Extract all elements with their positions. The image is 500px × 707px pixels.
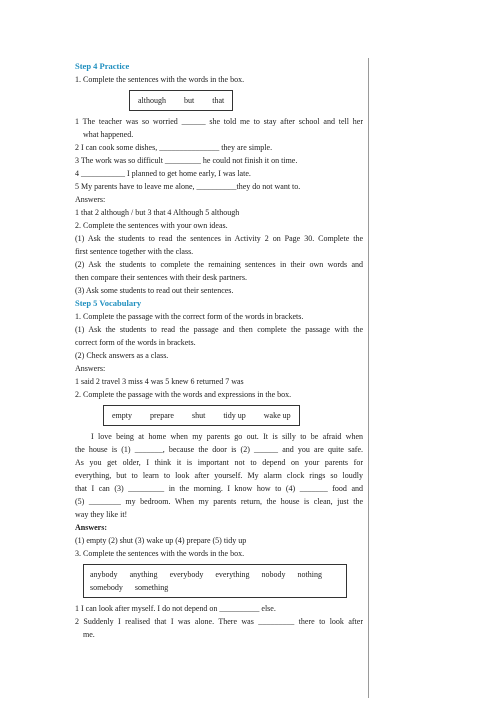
answers-label: Answers: [75, 523, 107, 532]
box-word: anything [129, 570, 158, 579]
document-content [75, 60, 363, 641]
box-word: shut [191, 411, 206, 420]
sentence: 3 The work was so difficult _________ he could not finish it on time. [75, 156, 298, 165]
word-box-2 [103, 405, 300, 426]
box-word: everything [215, 570, 250, 579]
box-word: although [138, 96, 166, 105]
instruction-text: first sentence together with the class. [75, 247, 194, 256]
word-box [129, 90, 233, 111]
task-instruction: 3. Complete the sentences with the words in the box. [75, 549, 245, 558]
sentence: 4 ___________ I planned to get home early, I was late. [75, 169, 251, 178]
task-instruction: 1. Complete the passage with the correct form of the words in brackets. [75, 312, 304, 321]
passage-line: way they like it! [75, 510, 128, 519]
answers: (1) empty (2) shut (3) wake up (4) prepare (5) tidy up [75, 536, 247, 545]
box-word: anybody [90, 570, 118, 579]
word-box-3 [83, 564, 347, 598]
answers: 1 that 2 although / but 3 that 4 Although 5 although [75, 208, 240, 217]
passage-line: everything, but to learn to look after yourself. My alarm clock rings so loudly [75, 471, 363, 480]
instruction-text: correct form of the words in brackets. [75, 338, 196, 347]
instruction-text: (1) Ask the students to read the sentences in Activity 2 on Page 30. Complete the [75, 234, 363, 243]
instruction-text: (2) Check answers as a class. [75, 351, 169, 360]
passage-line: that I can (3) _________ in the morning. I know how to (4) _______ food and [75, 484, 363, 493]
instruction-text: then compare their sentences with their desk partners. [75, 273, 247, 282]
box-word: nothing [297, 570, 322, 579]
box-word: wake up [263, 411, 291, 420]
passage-line: As you get older, I think it is important not to depend on your parents for [75, 458, 363, 467]
sentence: 5 My parents have to leave me alone, __________they do not want to. [75, 182, 301, 191]
box-word: tidy up [223, 411, 246, 420]
sentence: 2 I can cook some dishes, _______________ they are simple. [75, 143, 273, 152]
box-row [90, 581, 340, 594]
instruction-text: (3) Ask some students to read out their sentences. [75, 286, 234, 295]
task-instruction: 2. Complete the passage with the words and expressions in the box. [75, 390, 292, 399]
sentence-continuation: what happened. [83, 130, 134, 139]
instruction-text: (2) Ask the students to complete the remaining sentences in their own words and [75, 260, 363, 269]
box-word: prepare [150, 411, 174, 420]
box-word: nobody [261, 570, 286, 579]
box-word: empty [112, 411, 132, 420]
box-word: somebody [90, 583, 123, 592]
box-word: everybody [169, 570, 204, 579]
margin-rule [368, 58, 369, 698]
passage-line: I love being at home when my parents go out. It is silly to be afraid when [91, 432, 363, 441]
sentence-continuation: me. [83, 630, 95, 639]
box-word: something [134, 583, 169, 592]
passage-line: (5) ________ my bedroom. When my parents return, the house is clean, just the [75, 497, 363, 506]
box-row [90, 568, 340, 581]
task-instruction: 1. Complete the sentences with the words in the box. [75, 75, 245, 84]
sentence: 2 Suddenly I realised that I was alone. There was _________ there to look after [75, 617, 363, 626]
step5-heading: Step 5 Vocabulary [75, 298, 142, 308]
word-box-wrap [75, 86, 363, 115]
passage-line: the house is (1) _______, because the door is (2) ______ and you are quite safe. [75, 445, 363, 454]
box-word: that [212, 96, 225, 105]
sentence: 1 The teacher was so worried ______ she told me to stay after school and tell her [75, 117, 363, 126]
instruction-text: (1) Ask the students to read the passage and then complete the passage with the [75, 325, 363, 334]
task-instruction: 2. Complete the sentences with your own ideas. [75, 221, 228, 230]
answers-label: Answers: [75, 195, 106, 204]
box-word: but [184, 96, 195, 105]
word-box-2-wrap [75, 401, 363, 430]
sentence: 1 I can look after myself. I do not depend on __________ else. [75, 604, 276, 613]
step4-heading: Step 4 Practice [75, 61, 130, 71]
answers: 1 said 2 travel 3 miss 4 was 5 knew 6 returned 7 was [75, 377, 244, 386]
answers-label: Answers: [75, 364, 106, 373]
